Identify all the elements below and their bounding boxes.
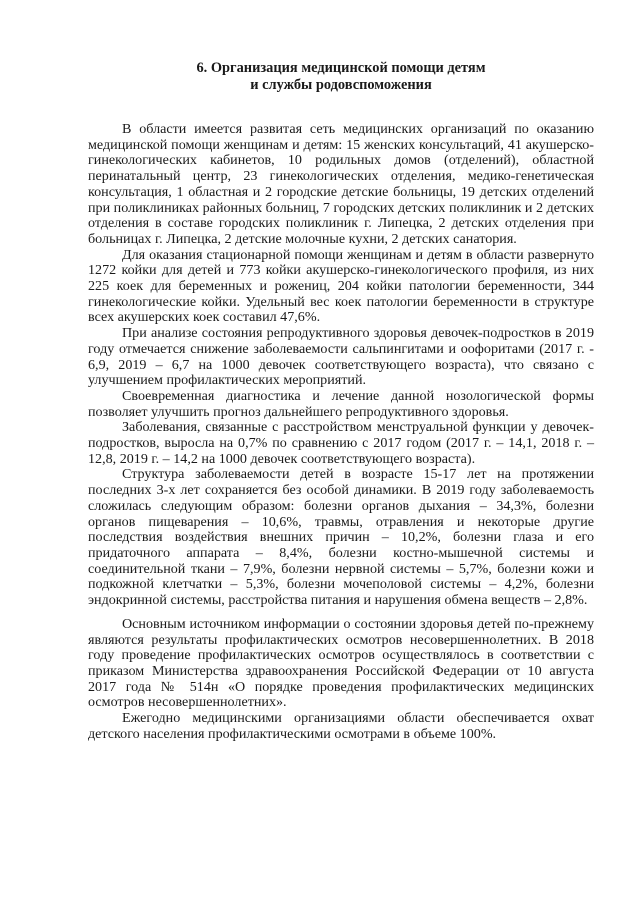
paragraph-preventive-exams: Основным источником информации о состоянии здоровья детей по-прежнему являются результаты профилактических осмотров несовершеннолетних. В 2018 году проведение профилактических осмотров осуществлялось в соответствии с приказом Министерства здравоохранения Российской Федерации от 10 августа 2017 года № 514н «О порядке проведения профилактических медицинских осмотров несовершеннолетних». [88, 615, 594, 711]
section-heading [88, 60, 594, 94]
heading-line-2: и службы родовспоможения [250, 77, 432, 93]
heading-line-1: 6. Организация медицинской помощи детям [196, 60, 486, 76]
paragraph-diagnostics: Своевременная диагностика и лечение данной нозологической формы позволяет улучшить прогноз дальнейшего репродуктивного здоровья. [88, 387, 594, 420]
paragraph-reproductive-health: При анализе состояния репродуктивного здоровья девочек-подростков в 2019 году отмечается снижение заболеваемости сальпингитами и оофоритами (2017 г. - 6,9, 2019 – 6,7 на 1000 девочек соответствующего возраста), что связано с улучшением профилактических мероприятий. [88, 325, 594, 389]
paragraph-morbidity-structure: Структура заболеваемости детей в возрасте 15-17 лет на протяжении последних 3-х лет сохраняется без особой динамики. В 2019 году заболеваемость сложилась следующим образом: болезни органов дыхания – 34,3%, болезни органов пищеварения – 10,6%, травмы, отравления и некоторые другие последствия воздействия внешних причин – 10,2%, болезни глаза и его придаточного аппарата – 8,4%, болезни костно-мышечной системы и соединительной ткани – 7,9%, болезни нервной системы – 5,7%, болезни кожи и подкожной клетчатки – 5,3%, болезни мочеполовой системы – 4,2%, болезни эндокринной системы, расстройства питания и нарушения обмена веществ – 2,8%. [88, 466, 594, 609]
paragraph-hospital-beds: Для оказания стационарной помощи женщинам и детям в области развернуто 1272 койки для детей и 773 койки акушерско-гинекологического профиля, из них 225 коек для беременных и рожениц, 204 койки патологии беременности, 344 гинекологические койки. Удельный вес коек патологии беременности в структуре всех акушерских коек составил 47,6%. [88, 246, 594, 326]
paragraph-coverage: Ежегодно медицинскими организациями области обеспечивается охват детского населения профилактическими осмотрами в объеме 100%. [88, 710, 594, 742]
document-page [88, 60, 594, 742]
paragraph-medical-network: В области имеется развитая сеть медицинских организаций по оказанию медицинской помощи женщинам и детям: 15 женских консультаций, 41 акушерско-гинекологических кабинетов, 10 родильных домов (отделений), областной перинатальный центр, 23 гинекологических отделения, медико-генетическая консультация, 1 областная и 2 городские детские больницы, 19 детских отделений при поликлиниках районных больниц, 7 городских детских поликлиник и 2 детских отделения в составе городских поликлиник г. Липецка, 2 детских отделения при больницах г. Липецка, 2 детские молочные кухни, 2 детских санатория. [88, 121, 594, 247]
paragraph-menstrual-disorders: Заболевания, связанные с расстройством менструальной функции у девочек-подростков, выросла на 0,7% по сравнению с 2017 годом (2017 г. – 14,1, 2018 г. – 12,8, 2019 г. – 14,2 на 1000 девочек соответствующего возраста). [88, 419, 594, 467]
